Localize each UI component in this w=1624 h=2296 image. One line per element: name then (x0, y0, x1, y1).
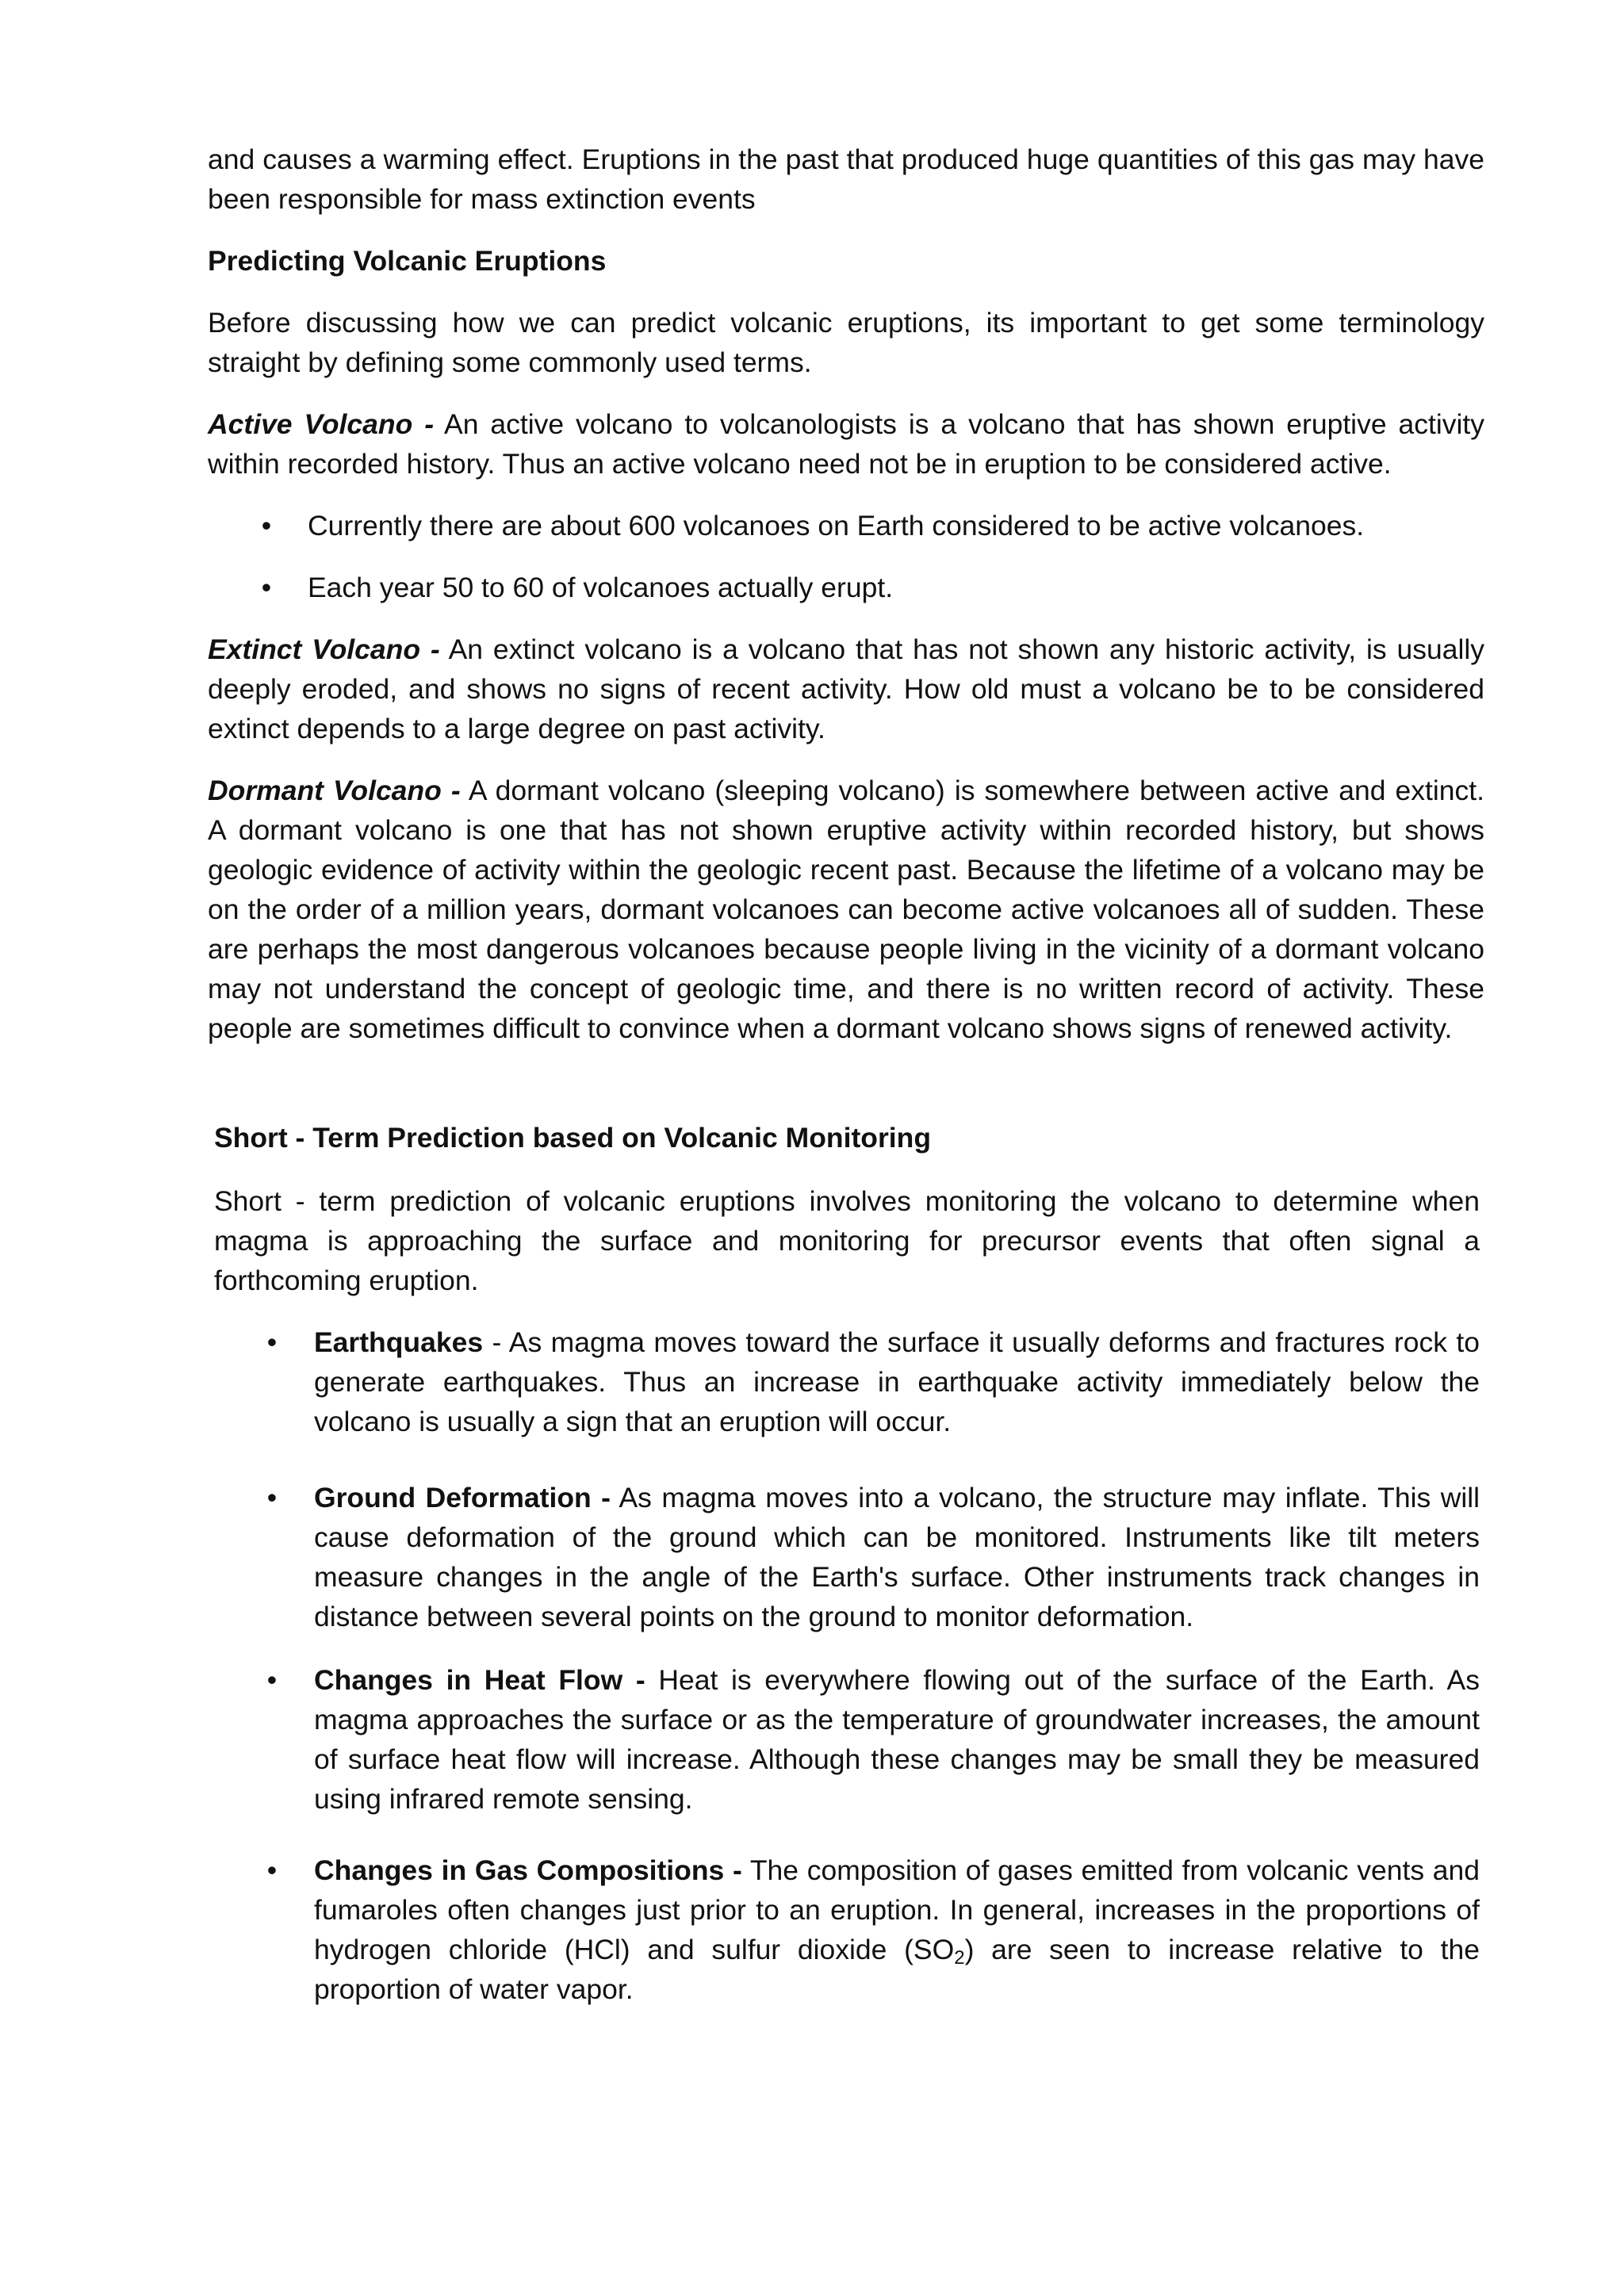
ground-deformation-item (314, 1478, 1480, 1636)
section-heading-short-term: Short - Term Prediction based on Volcanic Monitoring (214, 1122, 932, 1154)
gas-compositions-item (314, 1850, 1480, 2009)
bullet-icon: • (266, 1326, 278, 1358)
heat-flow-item (314, 1660, 1480, 1819)
bullet-icon: • (266, 1664, 278, 1696)
active-volcano-term: Active Volcano - (208, 408, 435, 440)
gas-compositions-text-b: ) are seen to increase relative to the proportion of water vapor. (314, 1934, 1480, 2005)
dormant-volcano-definition: A dormant volcano (sleeping volcano) is somewhere between active and extinct. A dormant volcano is one that has not shown eruptive activity within recorded history, but shows geologic evidence of activity within the geologic recent past. Because the lifetime of a volcano may be on the order of a million years, dormant volcanoes can become active volcanoes all of sudden. These are perhaps the most dangerous volcanoes because people living in the vicinity of a dormant volcano may not understand the concept of geologic time, and there is no written record of activity. These people are sometimes difficult to convince when a dormant volcano shows signs of renewed activity. (208, 775, 1485, 1044)
active-bullet-2: Each year 50 to 60 of volcanoes actually erupt. (308, 572, 894, 603)
section-heading-predicting: Predicting Volcanic Eruptions (208, 245, 607, 277)
earthquakes-text: - As magma moves toward the surface it usually deforms and fractures rock to generate earthquakes. Thus an increase in earthquake activity immediately below the volcano is usually a sign that an eruption will occur. (314, 1326, 1480, 1437)
extinct-volcano-paragraph (208, 629, 1484, 748)
heat-flow-term: Changes in Heat Flow - (314, 1664, 645, 1696)
ground-deformation-term: Ground Deformation - (314, 1482, 611, 1513)
bullet-icon: • (261, 572, 272, 603)
bullet-icon: • (266, 1482, 278, 1513)
active-volcano-paragraph (208, 404, 1484, 484)
bullet-icon: • (266, 1854, 278, 1886)
heat-flow-text: Heat is everywhere flowing out of the surface of the Earth. As magma approaches the surface or as the temperature of groundwater increases, the amount of surface heat flow will increase. Although these changes may be small they be measured using infrared remote sensing. (314, 1664, 1480, 1815)
extinct-volcano-definition: An extinct volcano is a volcano that has not shown any historic activity, is usually deeply eroded, and shows no signs of recent activity. How old must a volcano be to be considered extinct depends to a large degree on past activity. (208, 633, 1484, 744)
so2-subscript: 2 (954, 1947, 965, 1969)
active-bullet-1: Currently there are about 600 volcanoes on Earth considered to be active volcanoes. (308, 510, 1365, 541)
intro-paragraph: and causes a warming effect. Eruptions in the past that produced huge quantities of this gas may have been responsible for mass extinction events (208, 144, 1484, 215)
short-term-paragraph: Short - term prediction of volcanic eruptions involves monitoring the volcano to determine when magma is approaching the surface and monitoring for precursor events that often signal a forthcoming eruption. (214, 1185, 1480, 1296)
dormant-volcano-paragraph (208, 771, 1484, 1048)
earthquakes-item (314, 1322, 1480, 1441)
gas-compositions-term: Changes in Gas Compositions - (314, 1854, 742, 1886)
ground-deformation-text: As magma moves into a volcano, the structure may inflate. This will cause deformation of the ground which can be monitored. Instruments like tilt meters measure changes in the angle of the Earth's surface. Other instruments track changes in distance between several points on the ground to monitor deformation. (314, 1482, 1480, 1632)
terminology-paragraph: Before discussing how we can predict volcanic eruptions, its important to get some terminology straight by defining some commonly used terms. (208, 307, 1484, 378)
extinct-volcano-term: Extinct Volcano - (208, 633, 440, 665)
bullet-icon: • (261, 510, 272, 541)
active-volcano-definition: An active volcano to volcanologists is a volcano that has shown eruptive activity within recorded history. Thus an active volcano need not be in eruption to be considered active. (208, 408, 1485, 480)
dormant-volcano-term: Dormant Volcano - (208, 775, 461, 806)
gas-compositions-text-a: The composition of gases emitted from volcanic vents and fumaroles often changes just prior to an eruption. In general, increases in the proportions of hydrogen chloride (HCl) and sulfur dioxide (SO (314, 1854, 1480, 1965)
earthquakes-term: Earthquakes (314, 1326, 484, 1358)
